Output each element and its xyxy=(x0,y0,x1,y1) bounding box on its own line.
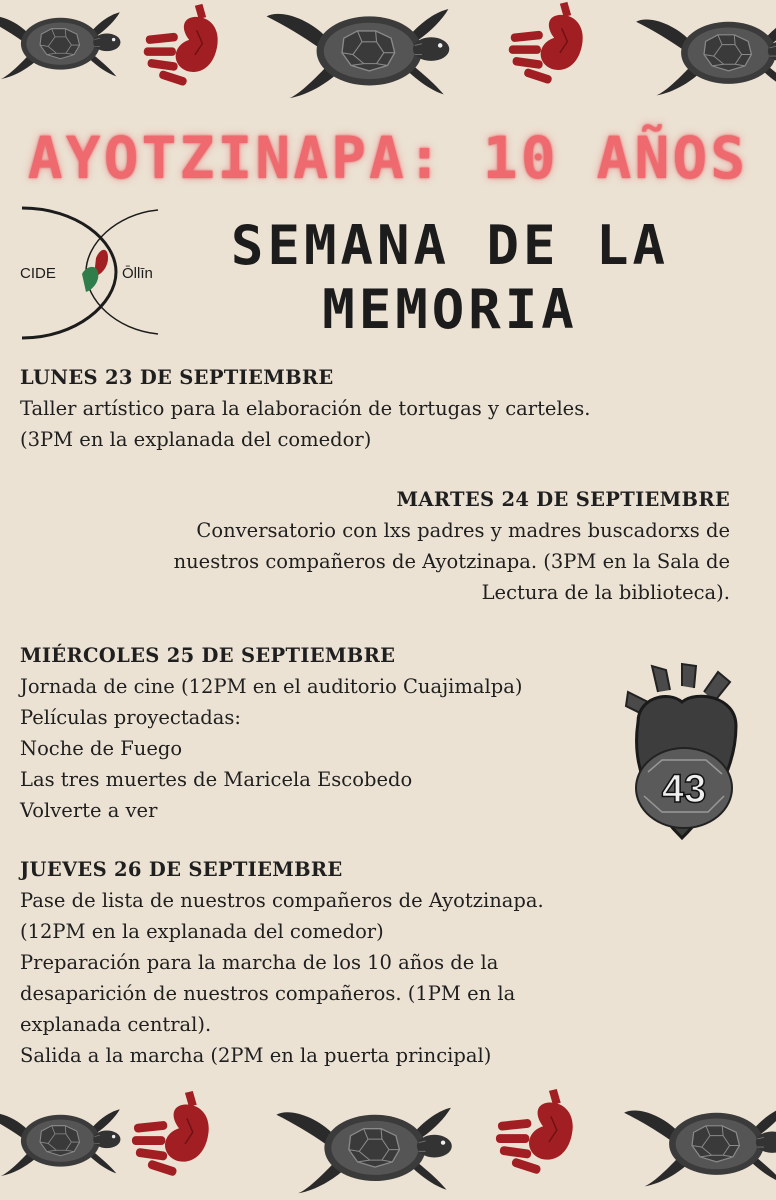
day-heading: MIÉRCOLES 25 DE SEPTIEMBRE xyxy=(20,644,396,667)
top-decoration-band xyxy=(0,0,776,110)
turtle-icon xyxy=(632,6,776,98)
event-line: explanada central). xyxy=(20,1013,212,1036)
event-line: nuestros compañeros de Ayotzinapa. (3PM en la Sala de xyxy=(173,550,730,573)
turtle-icon xyxy=(0,1095,130,1185)
event-line: Jornada de cine (12PM en el auditorio Cuajimalpa) xyxy=(20,675,523,698)
red-handprint-icon xyxy=(140,2,244,106)
cide-ollin-logo xyxy=(16,200,166,350)
event-line: desaparición de nuestros compañeros. (1PM en la xyxy=(20,982,516,1005)
red-handprint-icon xyxy=(128,1089,236,1197)
event-line: Salida a la marcha (2PM en la puerta principal) xyxy=(20,1044,492,1067)
event-line: Películas proyectadas: xyxy=(20,706,241,729)
day-heading: MARTES 24 DE SEPTIEMBRE xyxy=(396,488,730,511)
event-line: Lectura de la biblioteca). xyxy=(481,581,730,604)
schedule-day-thursday xyxy=(20,854,732,1071)
film-title: Las tres muertes de Maricela Escobedo xyxy=(20,768,413,791)
logo-right-text: Ōllīn xyxy=(122,265,153,282)
film-title: Noche de Fuego xyxy=(20,737,183,760)
red-handprint-icon xyxy=(505,0,609,104)
event-line: (3PM en la explanada del comedor) xyxy=(20,428,372,451)
page-subtitle: SEMANA DE LA MEMORIA xyxy=(230,214,670,341)
schedule-day-monday xyxy=(20,362,732,455)
badge-number: 43 xyxy=(661,767,707,811)
bottom-decoration-band xyxy=(0,1085,776,1195)
logo-left-text: CIDE xyxy=(20,265,56,282)
event-line: (12PM en la explanada del comedor) xyxy=(20,920,384,943)
turtle-icon xyxy=(620,1097,776,1189)
day-heading: LUNES 23 DE SEPTIEMBRE xyxy=(20,366,334,389)
event-line: Taller artístico para la elaboración de tortugas y carteles. xyxy=(20,397,591,420)
day-heading: JUEVES 26 DE SEPTIEMBRE xyxy=(20,858,343,881)
event-line: Preparación para la marcha de los 10 años de la xyxy=(20,951,499,974)
heart-43-icon xyxy=(618,662,748,842)
page-title: AYOTZINAPA: 10 AÑOS xyxy=(27,124,749,192)
event-line: Conversatorio con lxs padres y madres buscadorxs de xyxy=(196,519,730,542)
event-line: Pase de lista de nuestros compañeros de Ayotzinapa. xyxy=(20,889,544,912)
turtle-icon xyxy=(262,0,462,100)
schedule-day-tuesday xyxy=(20,484,730,608)
film-title: Volverte a ver xyxy=(20,799,158,822)
red-handprint-icon xyxy=(492,1087,600,1195)
turtle-icon xyxy=(268,1099,468,1195)
turtle-icon xyxy=(0,2,130,84)
